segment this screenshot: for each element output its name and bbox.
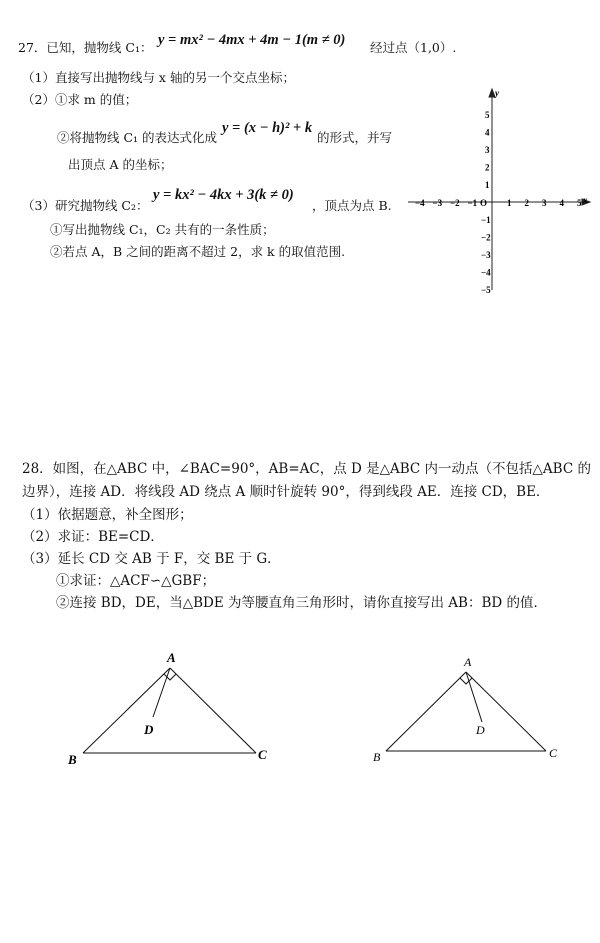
q27-part2: （2）①求 m 的值；: [22, 92, 138, 107]
fig2-label-b: B: [373, 750, 381, 764]
q27-intro: 27．已知，抛物线 C₁：: [18, 40, 153, 55]
x-tick-label: −4: [415, 198, 425, 208]
fig2-side-ab: [386, 672, 466, 751]
q27-passes-point: 经过点（1,0）.: [370, 40, 457, 55]
fig1-label-d: D: [144, 722, 154, 737]
q27-part1: （1）直接写出抛物线与 x 轴的另一个交点坐标；: [22, 70, 295, 85]
x-tick-label: 4: [559, 198, 564, 208]
figure-2-triangle: [365, 650, 575, 770]
y-tick-label: 4: [485, 127, 490, 138]
fig2-label-c: C: [549, 746, 558, 760]
y-tick-label: −2: [481, 232, 491, 243]
y-tick-label: −1: [481, 215, 491, 225]
q27-equation-c1: y = mx² − 4mx + 4m − 1(m ≠ 0): [158, 32, 346, 48]
q27-equation-vertex-form: y = (x − h)² + k: [222, 120, 313, 136]
q28-part3a: ①求证：△ACF∽△GBF；: [56, 573, 216, 589]
y-tick-label: 3: [485, 145, 490, 155]
fig1-segment-ad: [153, 668, 170, 717]
x-tick-label: 2: [524, 198, 529, 208]
q27-part3-prefix: （3）研究抛物线 C₂：: [22, 198, 149, 213]
q28-part1: （1）依据题意，补全图形；: [22, 507, 193, 523]
q28-part3b: ②连接 BD，DE，当△BDE 为等腰直角三角形时，请你直接写出 AB：BD 的值．: [56, 595, 547, 611]
fig2-label-a: A: [464, 655, 472, 669]
q27-part2b-suffix: 的形式，并写: [317, 130, 393, 145]
q27-part2c: 出顶点 A 的坐标；: [68, 157, 173, 172]
figure-1-triangle: [60, 645, 290, 775]
q27-part2b-prefix: ②将抛物线 C₁ 的表达式化成: [57, 130, 218, 145]
q27-equation-c2: y = kx² − 4kx + 3(k ≠ 0): [153, 187, 294, 203]
x-tick-labels: [415, 198, 582, 208]
x-tick-label: −2: [450, 198, 460, 208]
fig2-side-ac: [466, 672, 546, 751]
q27-part3b: ②若点 A，B 之间的距离不超过 2，求 k 的取值范围.: [50, 244, 346, 259]
fig1-label-c: C: [258, 747, 267, 762]
fig2-label-d: D: [476, 723, 485, 737]
fig1-label-a: A: [167, 650, 176, 665]
q28-line2: 边界），连接 AD．将线段 AD 绕点 A 顺时针旋转 90°，得到线段 AE．连接 CD，BE．: [22, 484, 550, 500]
q27-part3-suffix: ，顶点为点 B.: [312, 198, 392, 213]
x-tick-label: 1: [507, 198, 512, 208]
origin-label: O: [480, 198, 488, 208]
fig1-side-ac: [170, 668, 256, 753]
axes-lines: [408, 89, 590, 290]
y-tick-label: 5: [485, 110, 490, 120]
y-axis-label: y: [495, 88, 499, 98]
x-tick-label: 5: [577, 198, 582, 208]
x-tick-label: −3: [432, 198, 443, 208]
y-tick-label: −4: [481, 267, 491, 278]
y-tick-label: 2: [485, 162, 490, 173]
x-tick-label: −1: [467, 198, 478, 208]
x-tick-label: 3: [542, 198, 547, 208]
q28-part2: （2）求证：BE=CD．: [22, 529, 164, 545]
y-tick-label: 1: [485, 180, 490, 190]
x-axis-label: x: [583, 195, 588, 205]
fig1-side-ab: [83, 668, 170, 753]
q28-line1: 28．如图，在△ABC 中，∠BAC=90°，AB=AC，点 D 是△ABC 内一动点（不包括△ABC 的: [22, 461, 591, 477]
coordinate-axes: [400, 85, 600, 300]
fig2-right-angle-mark: [460, 678, 472, 684]
q27-part3a: ①写出抛物线 C₁，C₂ 共有的一条性质；: [50, 222, 275, 237]
fig1-label-b: B: [68, 752, 77, 767]
y-tick-label: −5: [481, 285, 491, 295]
q28-part3: （3）延长 CD 交 AB 于 F，交 BE 于 G．: [22, 551, 281, 567]
y-tick-label: −3: [481, 250, 491, 260]
